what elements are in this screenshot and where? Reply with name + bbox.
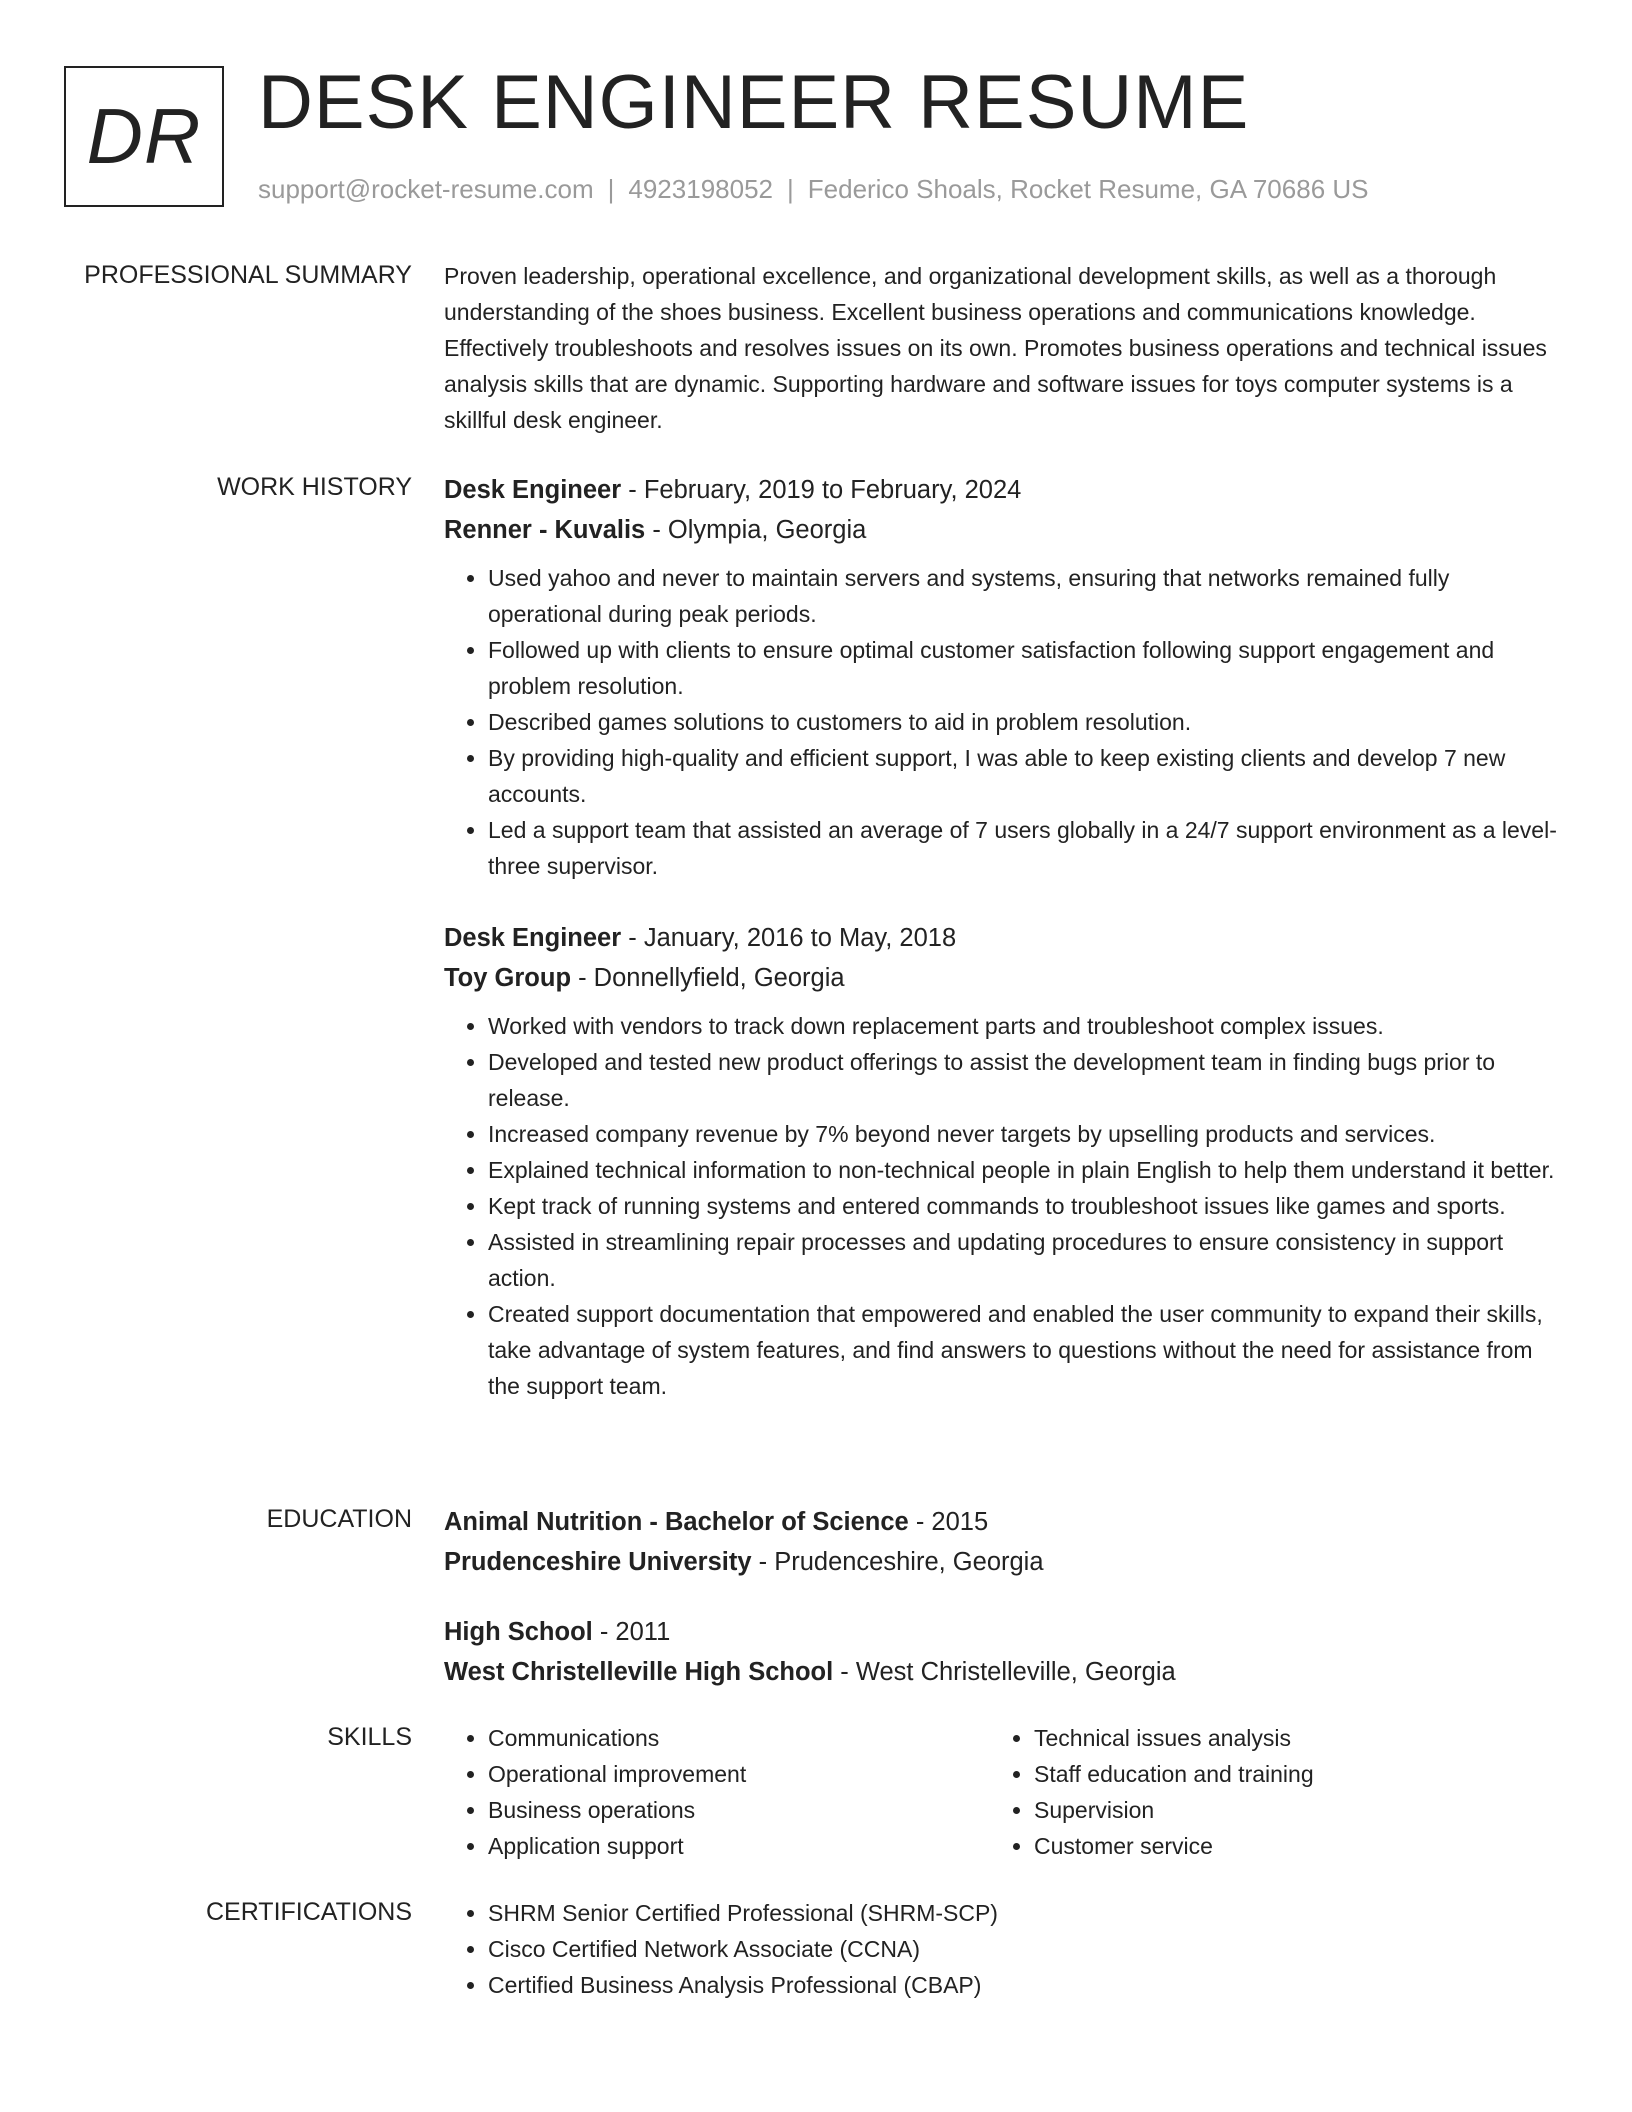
list-item: • By providing high-quality and efficient support, I was able to keep existing clients and develop 7 new accounts.	[488, 740, 1564, 812]
skills-list-left	[444, 1720, 990, 1864]
education-location: - Prudenceshire, Georgia	[751, 1548, 1044, 1576]
job-role: Desk Engineer	[444, 476, 622, 504]
job-company-line	[444, 510, 1564, 550]
skill-item: • Business operations	[488, 1792, 990, 1828]
resume-title: DESK ENGINEER RESUME	[258, 60, 1250, 145]
certifications-list	[444, 1895, 1564, 2003]
section-title: CERTIFICATIONS	[205, 1898, 412, 1926]
skills-body	[444, 1720, 1564, 1864]
list-item: • Assisted in streamlining repair processes and updating procedures to ensure consistency in support action.	[488, 1224, 1564, 1296]
contact-address: Federico Shoals, Rocket Resume, GA 70686 US	[807, 174, 1369, 204]
job-title-line	[444, 470, 1564, 510]
section-title: WORK HISTORY	[217, 473, 412, 501]
list-item: • Described games solutions to customers to aid in problem resolution.	[488, 704, 1564, 740]
list-item: • Explained technical information to non-technical people in plain English to help them understand it better.	[488, 1152, 1564, 1188]
skills-list-right	[990, 1720, 1536, 1864]
section-title: PROFESSIONAL SUMMARY	[84, 261, 412, 289]
list-item: • Led a support team that assisted an average of 7 users globally in a 24/7 support environment as a level-three supervisor.	[488, 812, 1564, 884]
job-bullets	[444, 560, 1564, 884]
list-item: • Increased company revenue by 7% beyond never targets by upselling products and services.	[488, 1116, 1564, 1152]
job-entry	[444, 918, 1564, 1404]
section-title: SKILLS	[327, 1723, 412, 1751]
education-entry	[444, 1612, 1564, 1692]
education-degree-line	[444, 1502, 1564, 1542]
list-item: • Followed up with clients to ensure optimal customer satisfaction following support engagement and problem resolution.	[488, 632, 1564, 704]
contact-separator: |	[607, 174, 615, 204]
contact-separator: |	[787, 174, 794, 204]
education-school: Prudenceshire University	[444, 1548, 752, 1576]
job-entry	[444, 470, 1564, 884]
job-title-line	[444, 918, 1564, 958]
education-degree-line	[444, 1612, 1564, 1652]
list-item: • Created support documentation that empowered and enabled the user community to expand their skills, take advantage of system features, and find answers to questions without the need for assistance from the support team.	[488, 1296, 1564, 1404]
job-location: - Olympia, Georgia	[645, 516, 867, 544]
education-degree: Animal Nutrition - Bachelor of Science	[444, 1508, 909, 1536]
education-school-line	[444, 1542, 1564, 1582]
list-item: • Kept track of running systems and entered commands to troubleshoot issues like games and sports.	[488, 1188, 1564, 1224]
skill-item: • Technical issues analysis	[1034, 1720, 1536, 1756]
certification-item: • Cisco Certified Network Associate (CCNA)	[488, 1931, 1564, 1967]
education-school-line	[444, 1652, 1564, 1692]
certifications-body	[444, 1895, 1564, 2003]
list-item: • Developed and tested new product offerings to assist the development team in finding bugs prior to release.	[488, 1044, 1564, 1116]
summary-body	[444, 258, 1564, 438]
skill-item: • Operational improvement	[488, 1756, 990, 1792]
list-item: • Used yahoo and never to maintain servers and systems, ensuring that networks remained fully operational during peak periods.	[488, 560, 1564, 632]
skill-item: • Customer service	[1034, 1828, 1536, 1864]
skill-item: • Supervision	[1034, 1792, 1536, 1828]
list-item: • Worked with vendors to track down replacement parts and troubleshoot complex issues.	[488, 1008, 1564, 1044]
job-dates: - January, 2016 to May, 2018	[621, 924, 957, 952]
education-year: - 2011	[592, 1618, 671, 1646]
skill-item: • Staff education and training	[1034, 1756, 1536, 1792]
section-title: EDUCATION	[266, 1505, 412, 1533]
skill-item: • Communications	[488, 1720, 990, 1756]
skills-grid	[444, 1720, 1564, 1864]
education-year: - 2015	[908, 1508, 989, 1536]
job-company: Toy Group	[444, 964, 572, 992]
job-company-line	[444, 958, 1564, 998]
contact-email[interactable]: support@rocket-resume.com	[258, 174, 594, 204]
education-body	[444, 1502, 1564, 1692]
job-role: Desk Engineer	[444, 924, 622, 952]
job-dates: - February, 2019 to February, 2024	[621, 476, 1022, 504]
job-company: Renner - Kuvalis	[444, 516, 646, 544]
contact-phone[interactable]: 4923198052	[628, 174, 773, 204]
job-location: - Donnellyfield, Georgia	[571, 964, 845, 992]
skill-item: • Application support	[488, 1828, 990, 1864]
monogram-initials: DR	[86, 92, 202, 180]
education-degree: High School	[444, 1618, 593, 1646]
work-history-body	[444, 470, 1564, 1404]
education-entry	[444, 1502, 1564, 1582]
summary-text: Proven leadership, operational excellence, and organizational development skills, as well as a thorough understanding of the shoes business. Excellent business operations and communications knowledge. Effectively troubleshoots and resolves issues on its own. Promotes business operations and technical issues analysis skills that are dynamic. Supporting hardware and software issues for toys computer systems is a skillful desk engineer.	[444, 263, 1547, 433]
job-bullets	[444, 1008, 1564, 1404]
certification-item: • Certified Business Analysis Professional (CBAP)	[488, 1967, 1564, 2003]
education-school: West Christelleville High School	[444, 1658, 834, 1686]
certification-item: • SHRM Senior Certified Professional (SHRM-SCP)	[488, 1895, 1564, 1931]
monogram-badge	[64, 66, 224, 207]
education-location: - West Christelleville, Georgia	[833, 1658, 1176, 1686]
contact-line	[258, 172, 1369, 206]
